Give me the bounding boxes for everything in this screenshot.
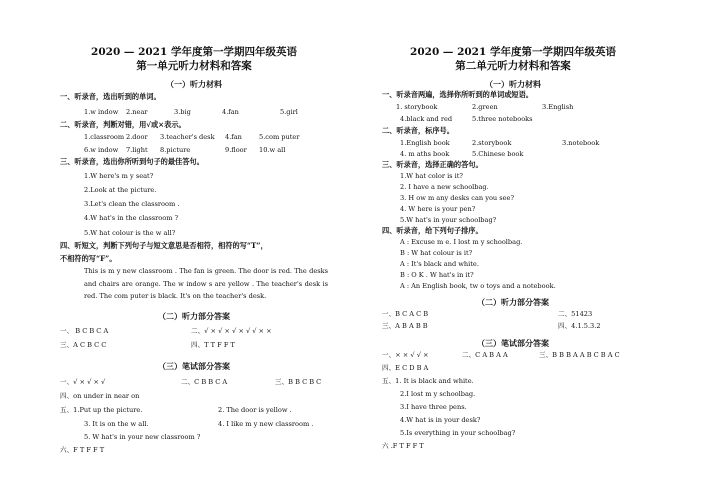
list-item: 2.near bbox=[126, 108, 148, 116]
list-item: B : O K . W hat's in it? bbox=[400, 271, 474, 279]
answer-line: 六 .F T F F T bbox=[382, 442, 424, 450]
answer-line: 2. The door is yellow . bbox=[218, 406, 292, 414]
list-item: 5.W hat colour is the w all? bbox=[84, 229, 176, 237]
list-item: 4. m aths book bbox=[400, 150, 450, 158]
page-title: 2020 — 2021 学年度第一学期四年级英语 bbox=[410, 46, 616, 58]
listening-passage: This is m y new classroom . The fan is green. The door is red. The desks and chairs are orange. The w indow s are yellow . The teacher's desk is red. The com puter is black. It's on the teacher's desk. bbox=[84, 267, 328, 300]
answer-line: 3.I have three pens. bbox=[400, 403, 467, 411]
list-item: 3.Let's clean the classroom . bbox=[84, 200, 180, 208]
section-heading: （一）听力材料 bbox=[485, 79, 541, 89]
question-heading: 三、听录音，选出你所听到句子的最佳答句。 bbox=[60, 157, 204, 166]
list-item: 2.Look at the picture. bbox=[84, 186, 157, 194]
section-heading: （一）听力材料 bbox=[166, 79, 222, 89]
answer-line: 4.W hat is in your desk? bbox=[400, 416, 481, 424]
answer-line: 3. It is on the w all. bbox=[84, 420, 149, 428]
word-list bbox=[400, 115, 533, 123]
list-item: 2.storybook bbox=[472, 139, 512, 147]
list-item: 7.light bbox=[126, 146, 148, 154]
list-item: 4.fan bbox=[225, 133, 242, 141]
answer-line: 4. I like m y new classroom . bbox=[218, 420, 314, 428]
section-heading: （二）听力部分答案 bbox=[477, 297, 549, 307]
list-item: 3.English bbox=[542, 103, 574, 111]
list-item: 2.green bbox=[472, 103, 498, 111]
section-heading: （三）笔试部分答案 bbox=[477, 338, 549, 348]
question-heading: 一、听录音，选出听到的单词。 bbox=[60, 92, 161, 101]
list-item: 5.Chinese book bbox=[472, 150, 524, 158]
question-heading: 三、听录音，选择正确的答句。 bbox=[382, 160, 483, 169]
question-heading: 二、听录音，标序号。 bbox=[382, 126, 454, 135]
word-list bbox=[84, 146, 285, 154]
list-item: 4. W here is your pen? bbox=[400, 205, 476, 213]
list-item: 5.com puter bbox=[259, 133, 300, 141]
list-item: 1.English book bbox=[400, 139, 450, 147]
word-list bbox=[400, 139, 599, 147]
answer-line: 三、A B A B B bbox=[382, 322, 428, 330]
list-item: A : It's black and white. bbox=[400, 260, 479, 268]
answer-line: 一、B C A C B bbox=[382, 310, 429, 318]
list-item: A : An English book, tw o toys and a notebook. bbox=[400, 282, 556, 290]
list-item: 1.w indow bbox=[84, 108, 119, 116]
page-title: 2020 — 2021 学年度第一学期四年级英语 bbox=[91, 46, 297, 58]
list-item: 5.girl bbox=[280, 108, 298, 116]
unit2-column bbox=[382, 0, 644, 499]
answer-line: 三、B B C B C bbox=[275, 378, 322, 386]
list-item: 3.notebook bbox=[562, 139, 600, 147]
list-item: 8.picture bbox=[160, 146, 191, 154]
question-heading: 不相符的写“F”。 bbox=[60, 254, 117, 263]
answer-line: 四、on under in near on bbox=[60, 392, 140, 400]
question-heading: 四、听短文，判断下列句子与短文意思是否相符，相符的写“T”， bbox=[60, 241, 268, 250]
question-heading: 一、听录音两遍，选择你所听到的单词或短语。 bbox=[382, 90, 533, 99]
answer-line: 二、√ × √ × √ × √ √ × × bbox=[191, 327, 272, 335]
list-item: 3.big bbox=[174, 108, 191, 116]
answer-line: 一、× × √ √ × bbox=[382, 351, 429, 359]
section-heading: （二）听力部分答案 bbox=[158, 311, 230, 321]
answer-line: 5. W hat's in your new classroom ? bbox=[84, 433, 201, 441]
list-item: 6.w indow bbox=[84, 146, 119, 154]
list-item: 1.W here's m y seat? bbox=[84, 172, 154, 180]
answer-line: 5.Is everything in your schoolbag? bbox=[400, 429, 516, 437]
section-heading: （三）笔试部分答案 bbox=[158, 361, 230, 371]
list-item: 3.teacher's desk bbox=[160, 133, 215, 141]
list-item: A : Excuse m e. I lost m y schoolbag. bbox=[400, 238, 523, 246]
list-item: 5.W hat's in your schoolbag? bbox=[400, 216, 497, 224]
answer-line: 二、51423 bbox=[558, 310, 593, 318]
list-item: 1.W hat color is it? bbox=[400, 172, 463, 180]
list-item: 5.three notebooks bbox=[472, 115, 533, 123]
list-item: 4.black and red bbox=[400, 115, 453, 123]
list-item: 4.W hat's in the classroom ? bbox=[84, 214, 179, 222]
question-heading: 二、听录音，判断对错，用√或×表示。 bbox=[60, 120, 186, 129]
answer-line: 三、B B B A A B C B A C bbox=[539, 351, 620, 359]
word-list bbox=[396, 103, 573, 111]
question-heading: 四、听录音，给下列句子排序。 bbox=[382, 226, 483, 235]
answer-line: 四、4.1.5.3.2 bbox=[558, 322, 601, 330]
list-item: 2. I have a new schoolbag. bbox=[400, 183, 489, 191]
list-item: 9.floor bbox=[225, 146, 247, 154]
answer-line: 五、1. It is black and white. bbox=[382, 377, 474, 385]
page-subtitle: 第二单元听力材料和答案 bbox=[455, 60, 571, 72]
answer-line: 三、A C B C C bbox=[60, 341, 107, 349]
answer-line: 六、F T F F T bbox=[60, 446, 105, 454]
word-list bbox=[84, 133, 299, 141]
answer-line: 二、C B B C A bbox=[181, 378, 228, 386]
list-item: 2.door bbox=[126, 133, 148, 141]
word-list bbox=[400, 150, 523, 158]
word-list bbox=[84, 108, 298, 116]
answer-line: 一、 B C B C A bbox=[60, 327, 109, 335]
unit1-column bbox=[60, 0, 328, 499]
answer-line: 2.I lost m y schoolbag. bbox=[400, 390, 476, 398]
list-item: 4.fan bbox=[222, 108, 239, 116]
page-subtitle: 第一单元听力材料和答案 bbox=[136, 60, 252, 72]
list-item: 1.classroom bbox=[84, 133, 125, 141]
answer-line: 一、√ × √ × √ bbox=[60, 378, 106, 386]
answer-line: 五、1.Put up the picture. bbox=[60, 406, 143, 414]
answer-line: 四、E C D B A bbox=[382, 364, 429, 372]
list-item: 3. H ow m any desks can you see? bbox=[400, 194, 514, 202]
list-item: B : W hat colour is it? bbox=[400, 249, 473, 257]
list-item: 1. storybook bbox=[396, 103, 438, 111]
answer-line: 四、T T F F T bbox=[191, 341, 235, 349]
answer-line: 二、C A B A A bbox=[462, 351, 508, 359]
list-item: 10.w all bbox=[259, 146, 286, 154]
